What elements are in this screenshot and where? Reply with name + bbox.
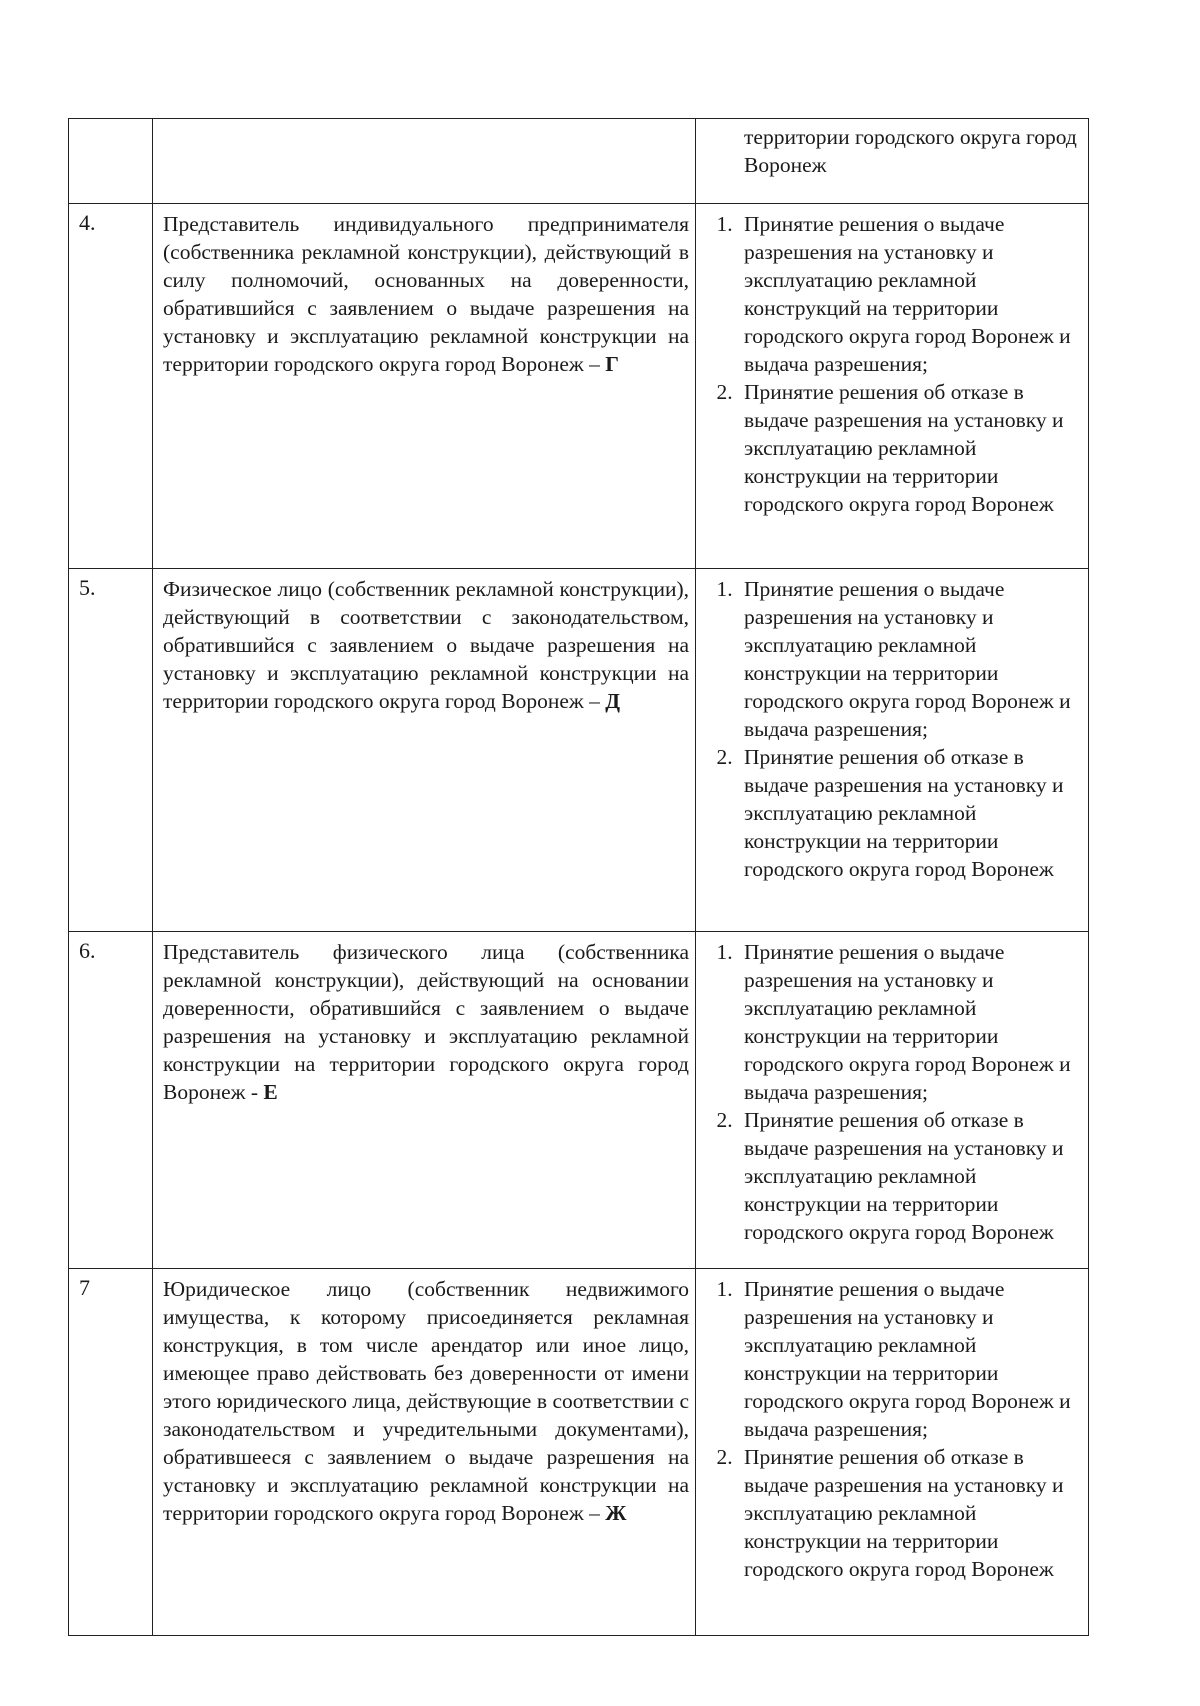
applicant-description bbox=[153, 932, 695, 1106]
applicant-description bbox=[153, 569, 695, 715]
category-letter: Д bbox=[605, 689, 621, 713]
outcome-grant: 1. Принятие решения о выдаче разрешения на установку и эксплуатацию рекламной конструкции на территории городского округа город Воронеж и выдача разрешения; bbox=[738, 938, 1082, 1106]
number-cell bbox=[69, 1269, 153, 1636]
category-letter: Ж bbox=[605, 1501, 627, 1525]
outcome-list bbox=[696, 1269, 1088, 1583]
description-text: Юридическое лицо (собственник недвижимого имущества, к которому присоединяется рекламная конструкция, в том числе арендатор или иное лицо, имеющее право действовать без доверенности от имени этого юридического лица, действующие в соответствии с законодательством и учредительными документами), обратившееся с заявлением о выдаче разрешения на установку и эксплуатацию рекламной конструкции на территории городского округа город Воронеж – bbox=[163, 1277, 689, 1525]
row-number: 4. bbox=[79, 210, 96, 235]
description-cell bbox=[153, 932, 696, 1269]
number-cell bbox=[69, 569, 153, 932]
outcome-refusal: 2. Принятие решения об отказе в выдаче разрешения на установку и эксплуатацию рекламной конструкции на территории городского округа город Воронеж bbox=[738, 1106, 1082, 1246]
outcome-cell bbox=[696, 569, 1089, 932]
description-cell bbox=[153, 569, 696, 932]
table-row bbox=[69, 204, 1089, 569]
applicant-description bbox=[153, 1269, 695, 1527]
outcome-cell bbox=[696, 1269, 1089, 1636]
outcome-grant: 1. Принятие решения о выдаче разрешения на установку и эксплуатацию рекламной конструкции на территории городского округа город Воронеж и выдача разрешения; bbox=[738, 575, 1082, 743]
category-letter: Е bbox=[263, 1080, 278, 1104]
outcome-list bbox=[696, 932, 1088, 1246]
description-cell bbox=[153, 204, 696, 569]
row-number: 6. bbox=[79, 938, 96, 963]
outcome-refusal: 2. Принятие решения об отказе в выдаче разрешения на установку и эксплуатацию рекламной конструкции на территории городского округа город Воронеж bbox=[738, 378, 1082, 518]
outcome-refusal: 2. Принятие решения об отказе в выдаче разрешения на установку и эксплуатацию рекламной конструкции на территории городского округа город Воронеж bbox=[738, 743, 1082, 883]
description-text: Представитель физического лица (собственника рекламной конструкции), действующий на основании доверенности, обратившийся с заявлением о выдаче разрешения на установку и эксплуатацию рекламной конструкции на территории городского округа город Воронеж - bbox=[163, 940, 689, 1104]
number-cell bbox=[69, 119, 153, 204]
description-cell bbox=[153, 1269, 696, 1636]
table-row bbox=[69, 569, 1089, 932]
outcome-grant: 1. Принятие решения о выдаче разрешения на установку и эксплуатацию рекламной конструкции на территории городского округа город Воронеж и выдача разрешения; bbox=[738, 1275, 1082, 1443]
row-number: 7 bbox=[79, 1275, 90, 1300]
table-row bbox=[69, 932, 1089, 1269]
description-cell bbox=[153, 119, 696, 204]
continuation-text: территории городского округа город Воронеж bbox=[744, 125, 1077, 177]
description-text: Представитель индивидуального предпринимателя (собственника рекламной конструкции), действующий в силу полномочий, основанных на доверенности, обратившийся с заявлением о выдаче разрешения на установку и эксплуатацию рекламной конструкции на территории городского округа город Воронеж – bbox=[163, 212, 689, 376]
row-number: 5. bbox=[79, 575, 96, 600]
outcome-refusal: 2. Принятие решения об отказе в выдаче разрешения на установку и эксплуатацию рекламной конструкции на территории городского округа город Воронеж bbox=[738, 1443, 1082, 1583]
outcome-cell bbox=[696, 204, 1089, 569]
number-cell bbox=[69, 932, 153, 1269]
outcome-list bbox=[696, 569, 1088, 883]
applicants-table bbox=[68, 118, 1089, 1636]
table-row bbox=[69, 1269, 1089, 1636]
category-letter: Г bbox=[605, 352, 619, 376]
description-text: Физическое лицо (собственник рекламной конструкции), действующий в соответствии с законодательством, обратившийся с заявлением о выдаче разрешения на установку и эксплуатацию рекламной конструкции на территории городского округа город Воронеж – bbox=[163, 577, 689, 713]
table-row-continuation bbox=[69, 119, 1089, 204]
outcome-cell bbox=[696, 932, 1089, 1269]
outcome-list bbox=[696, 204, 1088, 518]
outcome-grant: 1. Принятие решения о выдаче разрешения на установку и эксплуатацию рекламной конструкций на территории городского округа город Воронеж и выдача разрешения; bbox=[738, 210, 1082, 378]
outcome-cell bbox=[696, 119, 1089, 204]
applicant-description bbox=[153, 204, 695, 378]
number-cell bbox=[69, 204, 153, 569]
